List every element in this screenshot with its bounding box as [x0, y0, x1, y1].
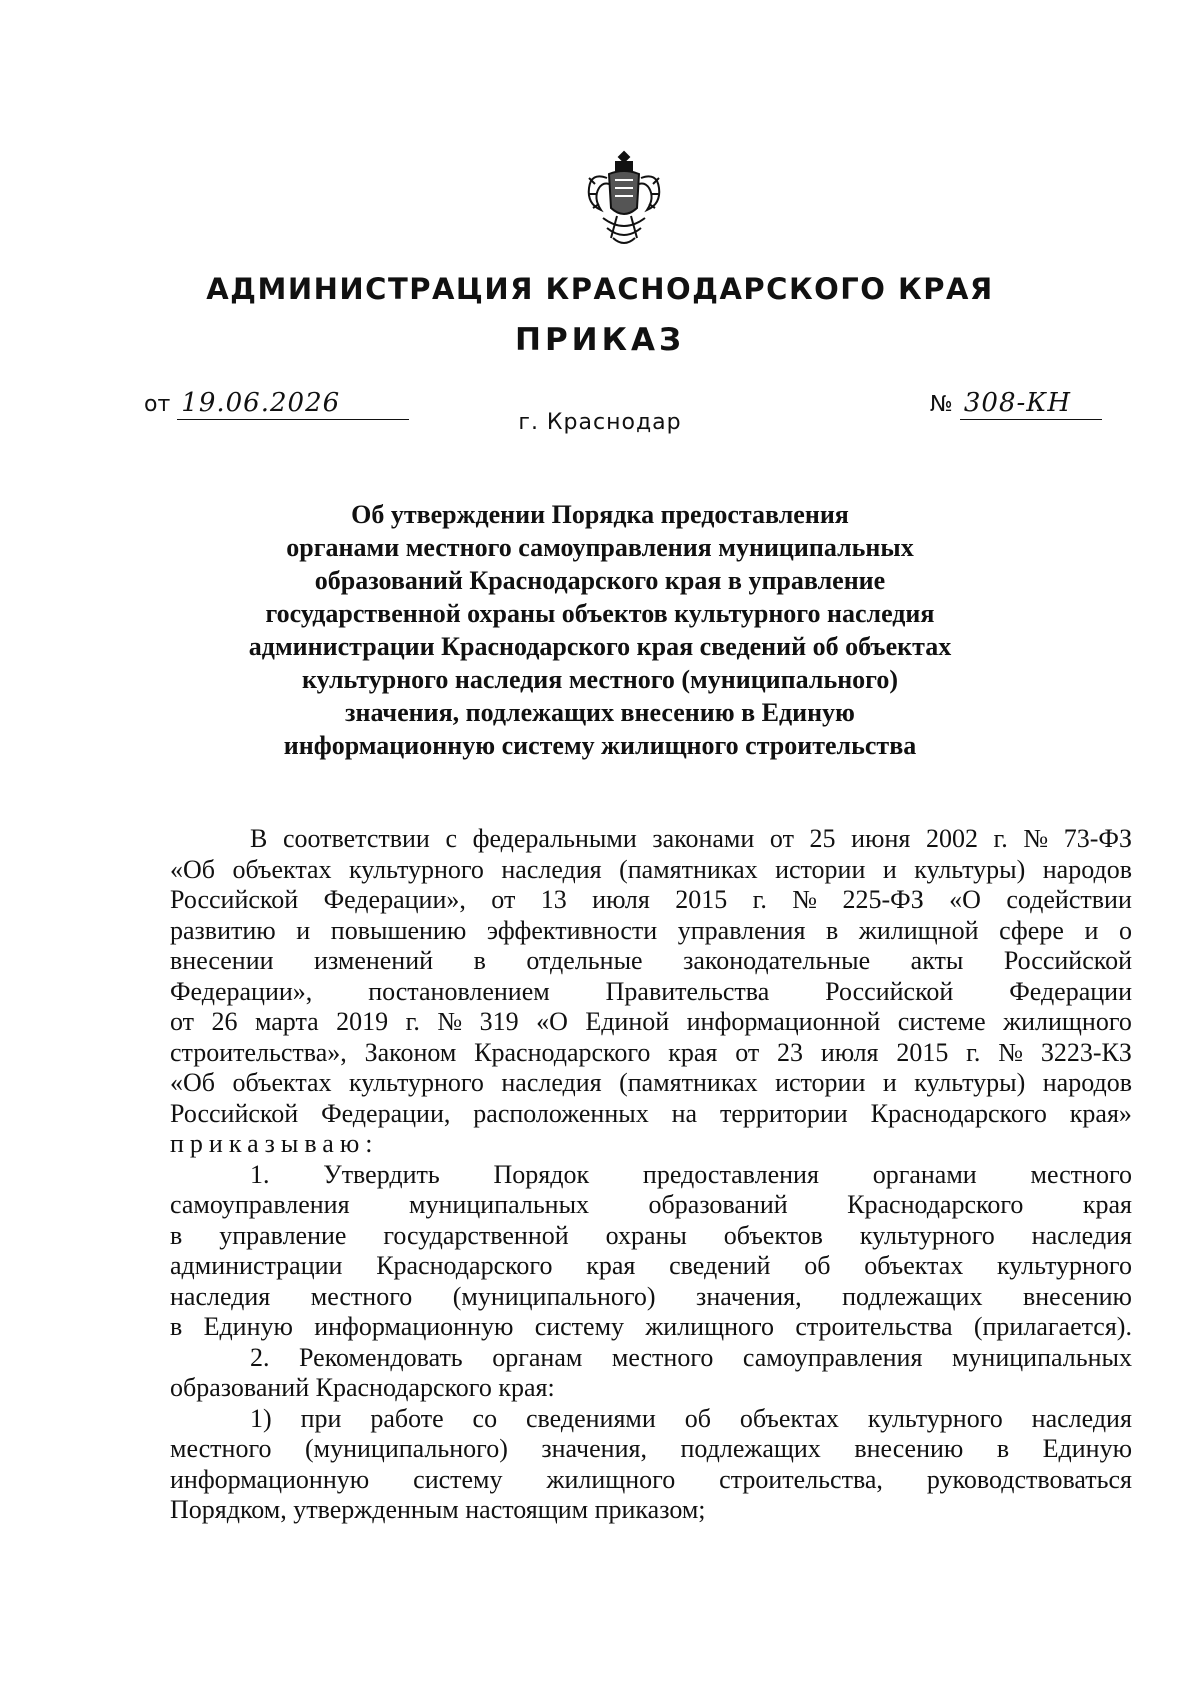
word: подлежащих: [842, 1281, 983, 1311]
word: объектов: [723, 1220, 823, 1250]
body-line: [170, 916, 1132, 947]
word: г.: [993, 824, 1008, 853]
word: июля: [592, 885, 650, 914]
word: (муниципального): [452, 1281, 656, 1311]
word: строительства: [795, 1312, 953, 1341]
word: самоуправления: [742, 1342, 923, 1372]
word: Федерации: [1009, 976, 1132, 1006]
word: объектах: [232, 854, 332, 884]
word: Российской: [170, 1098, 299, 1128]
word: марта: [254, 1007, 319, 1036]
word: повышению: [330, 915, 467, 945]
word: акты: [910, 946, 964, 975]
word: жилищной: [858, 915, 979, 945]
word: в: [996, 1434, 1010, 1463]
word: соответствии: [282, 824, 430, 853]
word: управление: [219, 1220, 347, 1250]
body-line: [170, 1068, 1132, 1099]
word: Утвердить: [323, 1159, 440, 1189]
word: истории: [775, 854, 866, 884]
body-line: [170, 1343, 1132, 1374]
word: о: [1118, 915, 1132, 945]
word: края: [668, 1037, 718, 1067]
word: сведениями: [526, 1403, 656, 1433]
word: муниципальных: [951, 1342, 1132, 1372]
word: местного: [1030, 1159, 1132, 1189]
number-value: 308-КН: [960, 388, 1102, 420]
word: информационную: [314, 1312, 514, 1341]
word: законами: [652, 824, 755, 853]
word: от: [491, 885, 516, 914]
word: культуры): [914, 1068, 1026, 1097]
title-line: значения, подлежащих внесению в Единую: [345, 698, 855, 727]
word: содействии: [1006, 885, 1132, 914]
word: Порядок: [493, 1159, 590, 1189]
word: охраны: [605, 1220, 687, 1250]
document-type: ПРИКАЗ: [515, 322, 685, 358]
word: культурного: [997, 1251, 1132, 1280]
word: об: [684, 1403, 711, 1433]
body-line: [170, 1251, 1132, 1282]
word: при: [300, 1403, 342, 1433]
body-line: [170, 1038, 1132, 1069]
word: государственной: [383, 1220, 569, 1250]
word: внесению: [854, 1434, 964, 1463]
word: края: [1082, 1190, 1132, 1219]
word: и: [296, 915, 311, 945]
word: сфере: [999, 915, 1064, 945]
word: июля: [820, 1037, 879, 1067]
word: местного: [170, 1434, 272, 1463]
word: (прилагается).: [973, 1312, 1132, 1341]
word: Федерации,: [321, 1098, 451, 1128]
word: Краснодарского: [474, 1037, 651, 1067]
body-line: [170, 1190, 1132, 1221]
word: жилищного: [1003, 1007, 1132, 1036]
word: самоуправления: [170, 1190, 350, 1219]
word: систему: [413, 1464, 503, 1494]
word: наследия: [501, 854, 602, 884]
word: администрации: [170, 1251, 343, 1280]
word: постановлением: [368, 976, 550, 1006]
word: объектах: [232, 1068, 332, 1097]
word: 225-ФЗ: [842, 885, 924, 914]
word: строительства»,: [170, 1037, 347, 1067]
word: Законом: [364, 1037, 457, 1067]
date-prefix: от: [144, 392, 171, 417]
word: (муниципального): [304, 1434, 508, 1463]
title-line: информационную систему жилищного строительства: [283, 731, 917, 760]
word: культурного: [349, 854, 484, 884]
word: 73-ФЗ: [1063, 824, 1132, 853]
word: г.: [405, 1007, 420, 1036]
word: наследия: [1031, 1220, 1132, 1250]
word: г.: [966, 1037, 981, 1067]
word: органам: [492, 1342, 583, 1372]
word: №: [998, 1037, 1024, 1067]
word: культурного: [867, 1403, 1003, 1433]
word: 319: [479, 1007, 519, 1036]
word: сведений: [669, 1251, 771, 1280]
body-line: [170, 977, 1132, 1008]
word: федеральными: [472, 824, 637, 853]
body-line: [170, 1465, 1132, 1496]
word: «Об: [170, 1068, 216, 1097]
word: 3223-КЗ: [1040, 1037, 1132, 1067]
word: расположенных: [473, 1098, 649, 1128]
word: (памятниках: [619, 1068, 758, 1097]
body-line: [170, 1434, 1132, 1465]
title-line: государственной охраны объектов культурного наследия: [265, 599, 935, 628]
word: 2002: [925, 824, 978, 853]
word: управления: [677, 915, 806, 945]
word: внесению: [1022, 1281, 1132, 1311]
body-line: Порядком, утвержденным настоящим приказом;: [170, 1495, 706, 1524]
word: 25: [809, 824, 836, 853]
word: системе: [897, 1007, 986, 1036]
organization-name: АДМИНИСТРАЦИЯ КРАСНОДАРСКОГО КРАЯ: [206, 272, 994, 306]
word: значения,: [541, 1434, 647, 1463]
word: Рекомендовать: [299, 1342, 463, 1372]
body-line: [170, 1282, 1132, 1313]
word: культурного: [349, 1068, 484, 1097]
word: 1.: [250, 1159, 270, 1189]
word: систему: [534, 1312, 625, 1341]
word: 1): [250, 1403, 272, 1433]
word: подлежащих: [680, 1434, 821, 1463]
word: и: [882, 1068, 897, 1097]
title-line: Об утверждении Порядка предоставления: [351, 500, 849, 529]
word: органами: [872, 1159, 977, 1189]
word: жилищного: [645, 1312, 775, 1341]
word: №: [792, 885, 818, 914]
body-line: [170, 946, 1132, 977]
word: народов: [1042, 854, 1132, 884]
word: №: [437, 1007, 463, 1036]
word: наследия: [1031, 1403, 1132, 1433]
word: руководствоваться: [926, 1464, 1132, 1494]
word: в: [170, 1220, 183, 1250]
body-line: образований Краснодарского края:: [170, 1373, 555, 1402]
word: образований: [648, 1190, 788, 1219]
word: местного: [310, 1281, 413, 1311]
word: Российской: [1003, 946, 1132, 975]
word: законодательные: [683, 946, 871, 975]
word: значения,: [696, 1281, 802, 1311]
word: Федерации»,: [170, 976, 313, 1006]
word: в: [473, 946, 486, 975]
title-line: образований Краснодарского края в управление: [314, 566, 886, 595]
word: г.: [752, 885, 767, 914]
word: Краснодарского: [870, 1098, 1047, 1128]
word: 23: [777, 1037, 804, 1067]
word: Единую: [203, 1312, 293, 1341]
word: объектах: [864, 1251, 964, 1280]
word: края»: [1069, 1098, 1132, 1128]
word: об: [804, 1251, 831, 1280]
coat-of-arms-icon: [583, 148, 665, 254]
title-line: культурного наследия местного (муниципального): [302, 665, 898, 694]
word: 26: [211, 1007, 238, 1036]
date-value: 19.06.2026: [177, 388, 409, 420]
word: края: [586, 1251, 636, 1280]
word: «О: [949, 885, 981, 914]
word: от: [735, 1037, 760, 1067]
word: жилищного: [546, 1464, 676, 1494]
word: с: [445, 824, 457, 853]
body-line: [170, 885, 1132, 916]
word: Российской: [170, 885, 299, 914]
body-line: [170, 824, 1132, 855]
word: информационную: [170, 1464, 370, 1494]
word: Краснодарского: [376, 1251, 553, 1280]
word: со: [472, 1403, 498, 1433]
word: и: [1084, 915, 1099, 945]
word: истории: [775, 1068, 866, 1097]
word: отдельные: [526, 946, 643, 975]
word: на: [671, 1098, 698, 1128]
body-line: [170, 1221, 1132, 1252]
word: 13: [540, 885, 567, 914]
word: 2015: [675, 885, 728, 914]
word: наследия: [170, 1281, 271, 1311]
body-line: [170, 855, 1132, 886]
body-line: [170, 1007, 1132, 1038]
word: изменений: [314, 946, 434, 975]
word: народов: [1042, 1068, 1132, 1097]
word: от: [170, 1007, 195, 1036]
body-line: [170, 1312, 1132, 1343]
word: Единой: [585, 1007, 670, 1036]
word: строительства,: [719, 1464, 883, 1494]
word: Российской: [825, 976, 954, 1006]
word: в: [826, 915, 839, 945]
word: «Об: [170, 854, 216, 884]
word: муниципальных: [409, 1190, 590, 1219]
word: территории: [720, 1098, 848, 1128]
number-prefix: №: [930, 392, 953, 417]
word: предоставления: [642, 1159, 819, 1189]
word: развитию: [170, 915, 276, 945]
title-line: органами местного самоуправления муниципальных: [286, 533, 914, 562]
word: от: [769, 824, 794, 853]
word: и: [882, 854, 897, 884]
word: июня: [851, 824, 911, 853]
word: (памятниках: [619, 854, 758, 884]
word: 2019: [336, 1007, 389, 1036]
body-line: [170, 1099, 1132, 1130]
word: Единую: [1042, 1434, 1132, 1463]
document-title: [200, 498, 1000, 762]
word: внесении: [170, 946, 274, 975]
word: эффективности: [486, 915, 658, 945]
word: Федерации»,: [323, 885, 466, 914]
word: «О: [536, 1007, 568, 1036]
word: наследия: [501, 1068, 602, 1097]
word: культурного: [859, 1220, 995, 1250]
word: 2.: [250, 1342, 270, 1372]
title-line: администрации Краснодарского края сведений об объектах: [248, 632, 952, 661]
word: объектах: [739, 1403, 839, 1433]
word: работе: [370, 1403, 444, 1433]
body-line: [170, 1160, 1132, 1191]
word: Краснодарского: [847, 1190, 1024, 1219]
word: 2015: [896, 1037, 949, 1067]
word: Правительства: [605, 976, 770, 1006]
body-line-order-word: приказываю:: [170, 1129, 379, 1158]
city: г. Краснодар: [518, 410, 682, 435]
word: №: [1023, 824, 1049, 853]
word: культуры): [914, 854, 1026, 884]
word: информационной: [686, 1007, 881, 1036]
document-body: [170, 824, 1132, 1526]
word: местного: [611, 1342, 714, 1372]
body-line: [170, 1404, 1132, 1435]
word: В: [250, 824, 268, 853]
word: в: [170, 1312, 183, 1341]
